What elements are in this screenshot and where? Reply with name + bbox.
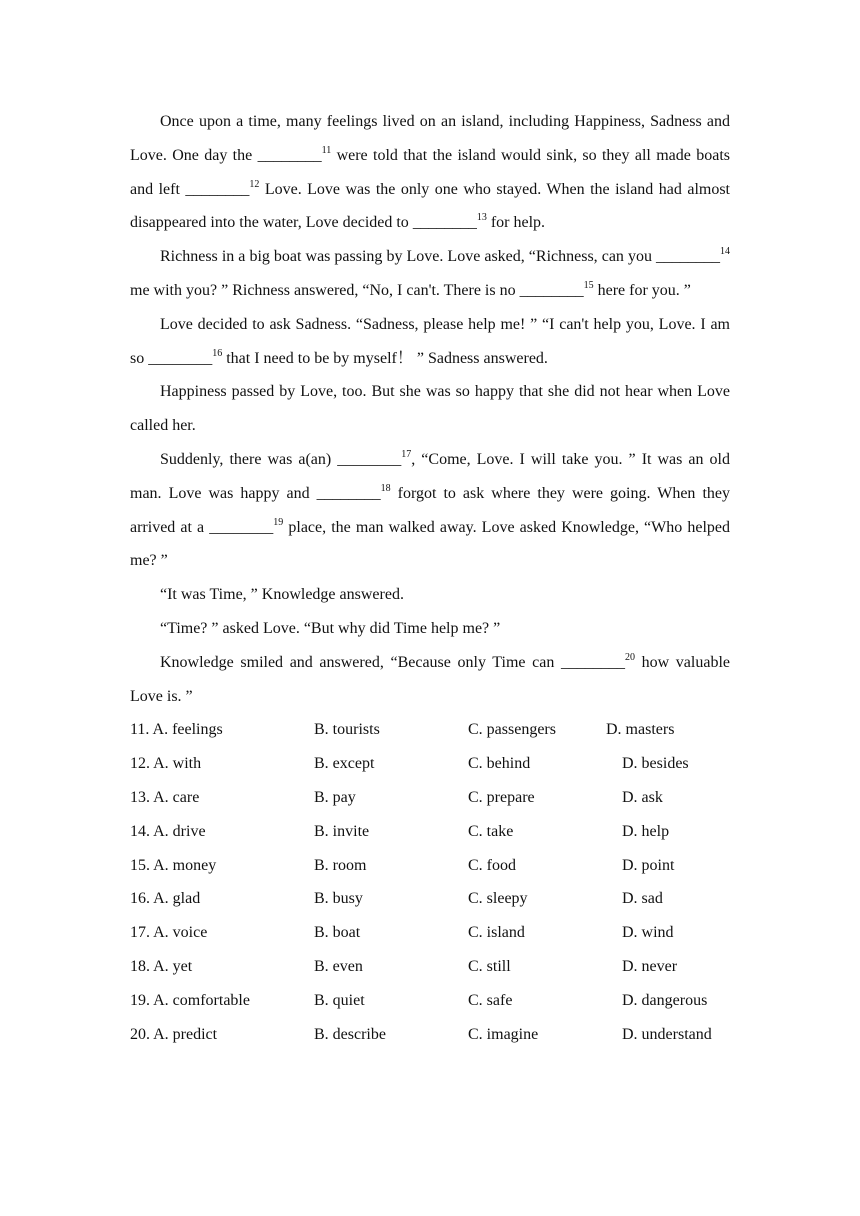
question-option-a[interactable]: 11. A. feelings (130, 721, 223, 739)
blank-13[interactable] (413, 214, 487, 231)
option-c[interactable]: C. sleepy (468, 890, 528, 908)
option-d[interactable]: D. masters (606, 721, 675, 739)
passage-paragraph (130, 612, 730, 646)
option-row (130, 747, 730, 781)
option-c[interactable]: C. prepare (468, 788, 535, 806)
blank-15[interactable] (519, 279, 594, 299)
passage-text: , “Come, Love. I will take you. ” It was an old man. Love was happy and (130, 450, 730, 502)
question-option-a[interactable]: 17. A. voice (130, 924, 208, 942)
option-b[interactable]: B. quiet (314, 991, 365, 1009)
blank-17[interactable] (337, 448, 412, 468)
option-b[interactable]: B. except (314, 755, 375, 773)
worksheet-page (130, 105, 730, 1051)
passage-paragraph (130, 375, 730, 443)
blank-line: ________ (257, 146, 322, 164)
blank-line: ________ (148, 349, 213, 367)
option-d[interactable]: D. dangerous (622, 991, 708, 1009)
question-option-a[interactable]: 16. A. glad (130, 890, 201, 908)
passage-text: were told that the island would sink, so they all made boats and left (130, 146, 730, 198)
passage-text: place, the man walked away. Love asked Knowledge, “Who helped me? ” (130, 518, 731, 570)
passage-text: me with you? ” Richness answered, “No, I can't. There is no (130, 281, 520, 299)
passage-text: that I need to be by myself！ ” Sadness answered. (222, 349, 548, 367)
option-b[interactable]: B. invite (314, 822, 370, 840)
passage-text: how valuable Love is. ” (130, 653, 731, 705)
option-d[interactable]: D. ask (622, 788, 663, 806)
blank-line: ________ (412, 214, 477, 232)
passage-text: “Time? ” asked Love. “But why did Time help me? ” (160, 619, 501, 637)
blank-20[interactable] (560, 651, 635, 671)
blank-line: ________ (656, 248, 720, 266)
option-d[interactable]: D. understand (622, 1025, 712, 1043)
option-d[interactable]: D. never (622, 957, 678, 975)
option-row (130, 984, 730, 1018)
blank-number: 12 (249, 178, 260, 190)
passage-text: Happiness passed by Love, too. But she was so happy that she did not hear when Love called her. (130, 383, 730, 435)
blank-number: 16 (212, 347, 223, 359)
option-c[interactable]: C. imagine (468, 1025, 539, 1043)
option-b[interactable]: B. tourists (314, 721, 380, 739)
question-option-a[interactable]: 12. A. with (130, 755, 202, 773)
blank-number: 19 (273, 516, 284, 528)
option-c[interactable]: C. island (468, 924, 525, 942)
blank-number: 13 (476, 212, 487, 224)
options-list (130, 713, 730, 1051)
passage-paragraph (130, 646, 730, 714)
option-b[interactable]: B. pay (314, 788, 356, 806)
passage-text: Suddenly, there was a(an) (160, 450, 338, 468)
question-option-a[interactable]: 13. A. care (130, 788, 200, 806)
blank-14[interactable] (656, 248, 730, 265)
blank-line: ________ (185, 180, 250, 198)
blank-19[interactable] (209, 516, 284, 536)
option-c[interactable]: C. still (468, 957, 511, 975)
option-row (130, 713, 730, 747)
option-row (130, 916, 730, 950)
passage-paragraph (130, 308, 730, 376)
blank-number: 20 (624, 651, 635, 663)
option-d[interactable]: D. besides (622, 755, 689, 773)
blank-line: ________ (316, 484, 381, 502)
blank-number: 14 (720, 246, 730, 258)
option-b[interactable]: B. busy (314, 890, 363, 908)
blank-18[interactable] (316, 482, 391, 502)
option-c[interactable]: C. passengers (468, 721, 556, 739)
option-c[interactable]: C. food (468, 856, 516, 874)
blank-number: 15 (583, 279, 594, 291)
question-option-a[interactable]: 20. A. predict (130, 1025, 218, 1043)
option-row (130, 781, 730, 815)
passage-text: Richness in a big boat was passing by Love. Love asked, “Richness, can you (160, 248, 656, 266)
passage-paragraph (130, 240, 730, 308)
passage-text: “It was Time, ” Knowledge answered. (160, 586, 404, 604)
cloze-passage (130, 105, 730, 713)
option-c[interactable]: C. safe (468, 991, 513, 1009)
option-b[interactable]: B. room (314, 856, 367, 874)
option-d[interactable]: D. wind (622, 924, 674, 942)
option-d[interactable]: D. sad (622, 890, 663, 908)
question-option-a[interactable]: 18. A. yet (130, 957, 193, 975)
blank-16[interactable] (148, 347, 223, 367)
passage-text: forgot to ask where they were going. When they arrived at a (130, 484, 730, 536)
passage-text: here for you. ” (593, 281, 691, 299)
option-row (130, 815, 730, 849)
passage-text: Love decided to ask Sadness. “Sadness, please help me! ” “I can't help you, Love. I am so (130, 315, 730, 367)
option-d[interactable]: D. point (622, 856, 675, 874)
option-row (130, 882, 730, 916)
blank-11[interactable] (257, 144, 332, 164)
blank-number: 11 (321, 144, 332, 156)
option-row (130, 1018, 730, 1052)
question-option-a[interactable]: 19. A. comfortable (130, 991, 250, 1009)
question-option-a[interactable]: 14. A. drive (130, 822, 206, 840)
passage-paragraph (130, 105, 730, 240)
passage-text: for help. (486, 214, 546, 232)
passage-text: Once upon a time, many feelings lived on an island, including Happiness, Sadness and Love. One day the (130, 113, 730, 164)
option-row (130, 849, 730, 883)
option-b[interactable]: B. describe (314, 1025, 386, 1043)
option-c[interactable]: C. behind (468, 755, 531, 773)
option-c[interactable]: C. take (468, 822, 514, 840)
blank-line: ________ (560, 653, 625, 671)
passage-paragraph (130, 443, 730, 578)
option-row (130, 950, 730, 984)
blank-number: 18 (380, 482, 391, 494)
question-option-a[interactable]: 15. A. money (130, 856, 217, 874)
passage-text: Knowledge smiled and answered, “Because only Time can (160, 653, 561, 671)
blank-line: ________ (209, 518, 274, 536)
passage-paragraph (130, 578, 730, 612)
option-b[interactable]: B. even (314, 957, 363, 975)
blank-line: ________ (519, 281, 584, 299)
blank-line: ________ (337, 450, 402, 468)
blank-12[interactable] (185, 178, 260, 198)
option-b[interactable]: B. boat (314, 924, 361, 942)
passage-text: Love. Love was the only one who stayed. When the island had almost disappeared into the water, Love decided to (130, 180, 731, 232)
blank-number: 17 (401, 448, 412, 460)
option-d[interactable]: D. help (622, 822, 670, 840)
